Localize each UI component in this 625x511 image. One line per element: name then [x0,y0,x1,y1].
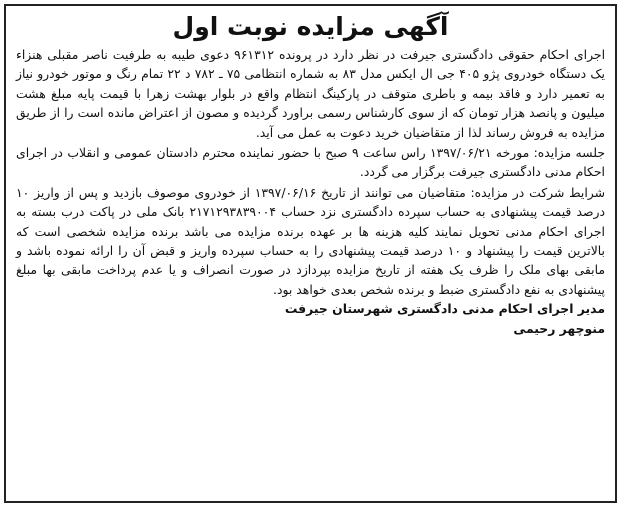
participation-terms-paragraph: شرایط شرکت در مزایده: متقاضیان می توانند از تاریخ ۱۳۹۷/۰۶/۱۶ از خودروی موصوف بازدید و پس از واریز ۱۰ درصد قیمت پیشنهادی به حساب سپرده دادگستری نزد حساب ۲۱۷۱۲۹۳۸۳۹۰۰۴ بانک ملی در پاکت درب بسته به اجرای احکام مدنی تحویل نمایند کلیه هزینه ها بر عهده برنده مزایده می باشد برنده مزایده شخصی است که بالاترین قیمت را پیشنهاد و ۱۰ درصد قیمت پیشنهادی را به حساب سپرده واریز و قبض آن را ارائه نموده باشد و مابقی بهای ملک را ظرف یک هفته از تاریخ مزایده بپردازد در صورت انصراف و یا عدم پرداخت مابقی بها مبلغ پیشنهادی به نفع دادگستری ضبط و برنده شخص بعدی خواهد بود. [16,184,605,297]
notice-title: آگهی مزایده نوبت اول [172,12,449,41]
auction-session-paragraph: جلسه مزایده: مورخه ۱۳۹۷/۰۶/۲۱ راس ساعت ۹ صبح با حضور نماینده محترم دادستان عمومی و انقلاب در اجرای احکام مدنی دادگستری جیرفت برگزار می گردد. [16,145,605,180]
signatory-name: منوچهر رحیمی [513,320,605,336]
notice-body-paragraph: اجرای احکام حقوقی دادگستری جیرفت در نظر دارد در پرونده ۹۶۱۳۱۲ دعوی طیبه به طرفیت ناصر مقبلی هنزاء یک دستگاه خودروی پژو ۴۰۵ جی ال ایکس مدل ۸۳ به شماره انتظامی ۷۵ ـ ۷۸۲ د ۲۲ تمام رنگ و موتور خودرو نیاز به تعمیر دارد و فاقد بیمه و باطری متوقف در پارکینگ انتظام واقع در بلوار بهشت زهرا با قیمت پایه مبلغ هشت میلیون و پانصد هزار تومان که از سوی کارشناس رسمی براورد گردیده و مصون از اعتراض مانده است را از طریق مزایده به فروش رساند لذا از متقاضیان خرید دعوت به عمل می آید. [16,47,606,140]
signatory-position: مدیر اجرای احکام مدنی دادگستری شهرستان جیرفت [284,301,605,317]
auction-notice [4,4,617,503]
